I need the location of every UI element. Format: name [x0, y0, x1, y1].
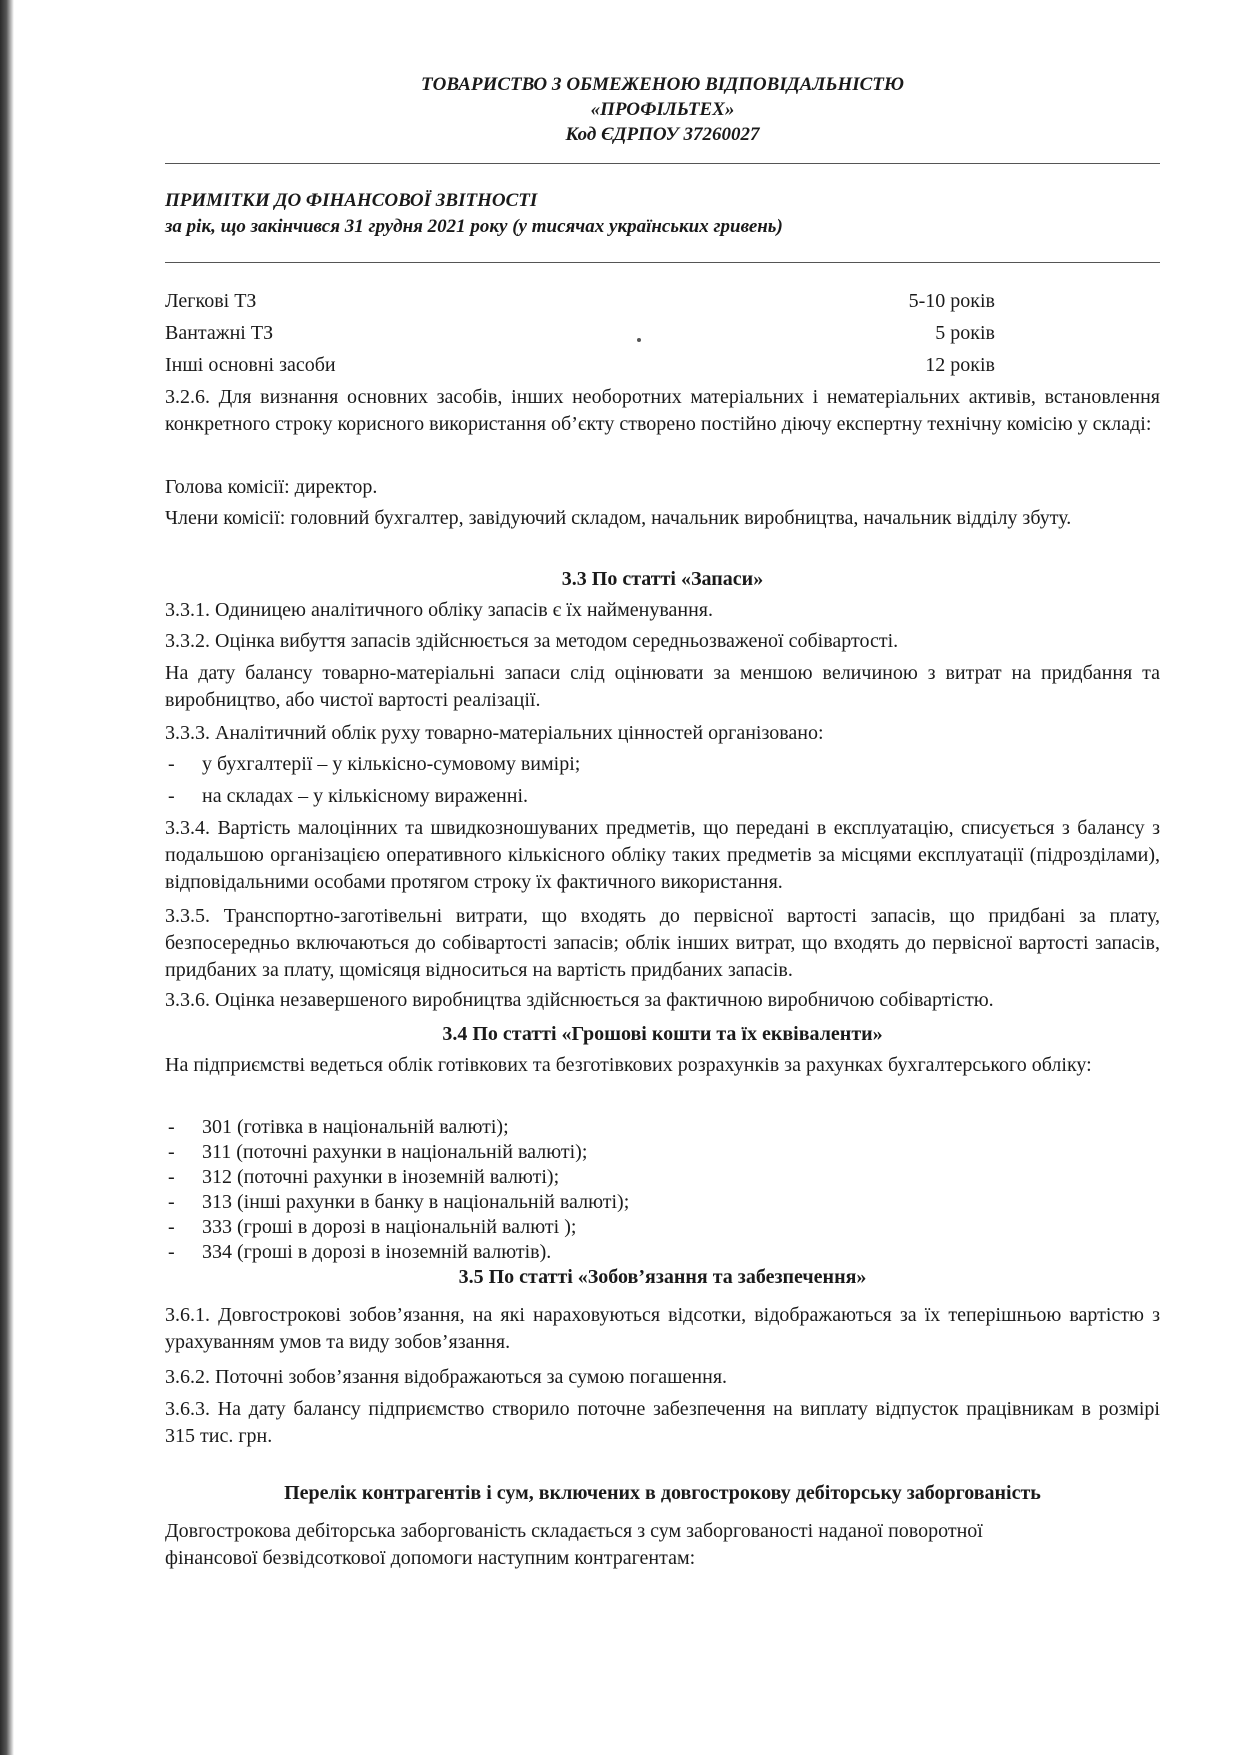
- section-heading-cash: 3.4 По статті «Грошові кошти та їх еквіваленти»: [442, 1023, 883, 1045]
- section-heading-receivables: Перелік контрагентів і сум, включених в довгострокову дебіторську заборгованість: [284, 1482, 1041, 1504]
- paragraph-3-3-5: 3.3.5. Транспортно-заготівельні витрати, що входять до первісної вартості запасів, що придбані за плату, безпосередньо включаються до собівартості запасів; облік інших витрат, що входять до первісної вартості запасів, придбаних за плату, щомісяця відноситься на вартість придбаних запасів.: [165, 905, 1160, 981]
- list-item-text: 313 (інші рахунки в банку в національній валюті);: [202, 1191, 630, 1213]
- commission-head: Голова комісії: директор.: [165, 476, 378, 498]
- commission-members: Члени комісії: головний бухгалтер, завідуючий складом, начальник виробництва, начальник відділу збуту.: [165, 507, 1072, 529]
- receivables-intro-line2: фінансової безвідсоткової допомоги наступним контрагентам:: [165, 1547, 696, 1569]
- asset-name: Вантажні ТЗ: [165, 322, 274, 344]
- list-item-text: 301 (готівка в національній валюті);: [202, 1116, 509, 1138]
- title-divider: [165, 262, 1160, 263]
- list-item: - на складах – у кількісному вираженні.: [168, 785, 529, 807]
- asset-name: Інші основні засоби: [165, 354, 336, 376]
- paragraph-3-2-6: 3.2.6. Для визнання основних засобів, інших необоротних матеріальних і нематеріальних активів, встановлення конкретного строку корисного використання об’єкту створено постійно діючу експертну технічну комісію у складі:: [165, 386, 1160, 435]
- paragraph-3-3-2: 3.3.2. Оцінка вибуття запасів здійснюється за методом середньозваженої собівартості.: [165, 630, 899, 652]
- header-divider: [165, 163, 1160, 164]
- receivables-intro-line1: Довгострокова дебіторська заборгованість складається з сум заборгованості наданої поворотної: [165, 1520, 983, 1542]
- paragraph-3-3-6: 3.3.6. Оцінка незавершеного виробництва здійснюється за фактичною виробничою собівартістю.: [165, 989, 994, 1011]
- notes-title: ПРИМІТКИ ДО ФІНАНСОВОЇ ЗВІТНОСТІ: [165, 190, 538, 211]
- paragraph-3-6-2: 3.6.2. Поточні зобов’язання відображаються за сумою погашення.: [165, 1366, 728, 1388]
- company-header: [165, 72, 1160, 147]
- section-heading-liabilities: 3.5 По статті «Зобов’язання та забезпечення»: [458, 1266, 867, 1288]
- section-heading-inventory: 3.3 По статті «Запаси»: [561, 568, 764, 590]
- asset-term: 5-10 років: [908, 290, 995, 312]
- notes-title-block: [165, 188, 1160, 240]
- list-item: - 301 (готівка в національній валюті);: [168, 1116, 509, 1138]
- company-code: Код ЄДРПОУ 37260027: [565, 124, 760, 145]
- paragraph-3-3-1: 3.3.1. Одиницею аналітичного обліку запасів є їх найменування.: [165, 599, 714, 621]
- paragraph-3-6-3: 3.6.3. На дату балансу підприємство створило поточне забезпечення на виплату відпусток працівникам в розмірі 315 тис. грн.: [165, 1398, 1160, 1447]
- paragraph-3-3-4: 3.3.4. Вартість малоцінних та швидкозношуваних предметів, що передані в експлуатацію, списується з балансу з подальшою організацією оперативного кількісного обліку таких предметів за місцями експлуатації (підрозділами), відповідальними особами протягом строку їх фактичного використання.: [165, 817, 1160, 893]
- list-item-text: 334 (гроші в дорозі в іноземній валютів).: [202, 1241, 552, 1263]
- list-item: - 333 (гроші в дорозі в національній валюті );: [168, 1216, 577, 1238]
- list-item-text: у бухгалтерії – у кількісно-сумовому вимірі;: [202, 753, 581, 775]
- paragraph-3-3-2b: На дату балансу товарно-матеріальні запаси слід оцінювати за меншою величиною з витрат на придбання та виробництво, або чистої вартості реалізації.: [165, 662, 1160, 711]
- list-item: - 312 (поточні рахунки в іноземній валюті);: [168, 1166, 560, 1188]
- list-item-text: на складах – у кількісному вираженні.: [202, 785, 529, 807]
- list-item-text: 333 (гроші в дорозі в національній валюті );: [202, 1216, 577, 1238]
- paragraph-3-3-3: 3.3.3. Аналітичний облік руху товарно-матеріальних цінностей організовано:: [165, 722, 824, 744]
- scan-speck: [637, 338, 641, 342]
- asset-name: Легкові ТЗ: [165, 290, 257, 312]
- list-item: - у бухгалтерії – у кількісно-сумовому вимірі;: [168, 753, 581, 775]
- cash-intro: На підприємстві ведеться облік готівкових та безготівкових розрахунків за рахунках бухгалтерського обліку:: [165, 1054, 1092, 1076]
- company-brand: «ПРОФІЛЬТЕХ»: [590, 99, 735, 120]
- list-item: - 313 (інші рахунки в банку в національній валюті);: [168, 1191, 630, 1213]
- list-item: - 311 (поточні рахунки в національній валюті);: [168, 1141, 588, 1163]
- list-item-text: 312 (поточні рахунки в іноземній валюті);: [202, 1166, 560, 1188]
- list-item-text: 311 (поточні рахунки в національній валюті);: [202, 1141, 588, 1163]
- list-item: - 334 (гроші в дорозі в іноземній валютів).: [168, 1241, 552, 1263]
- notes-subtitle: за рік, що закінчився 31 грудня 2021 року (у тисячах українських гривень): [165, 216, 783, 237]
- asset-term: 12 років: [925, 354, 995, 376]
- company-name: ТОВАРИСТВО З ОБМЕЖЕНОЮ ВІДПОВІДАЛЬНІСТЮ: [421, 74, 904, 95]
- paragraph-3-6-1: 3.6.1. Довгострокові зобов’язання, на які нараховуються відсотки, відображаються за їх теперішньою вартістю з урахуванням умов та виду зобов’язання.: [165, 1304, 1160, 1353]
- asset-term: 5 років: [935, 322, 995, 344]
